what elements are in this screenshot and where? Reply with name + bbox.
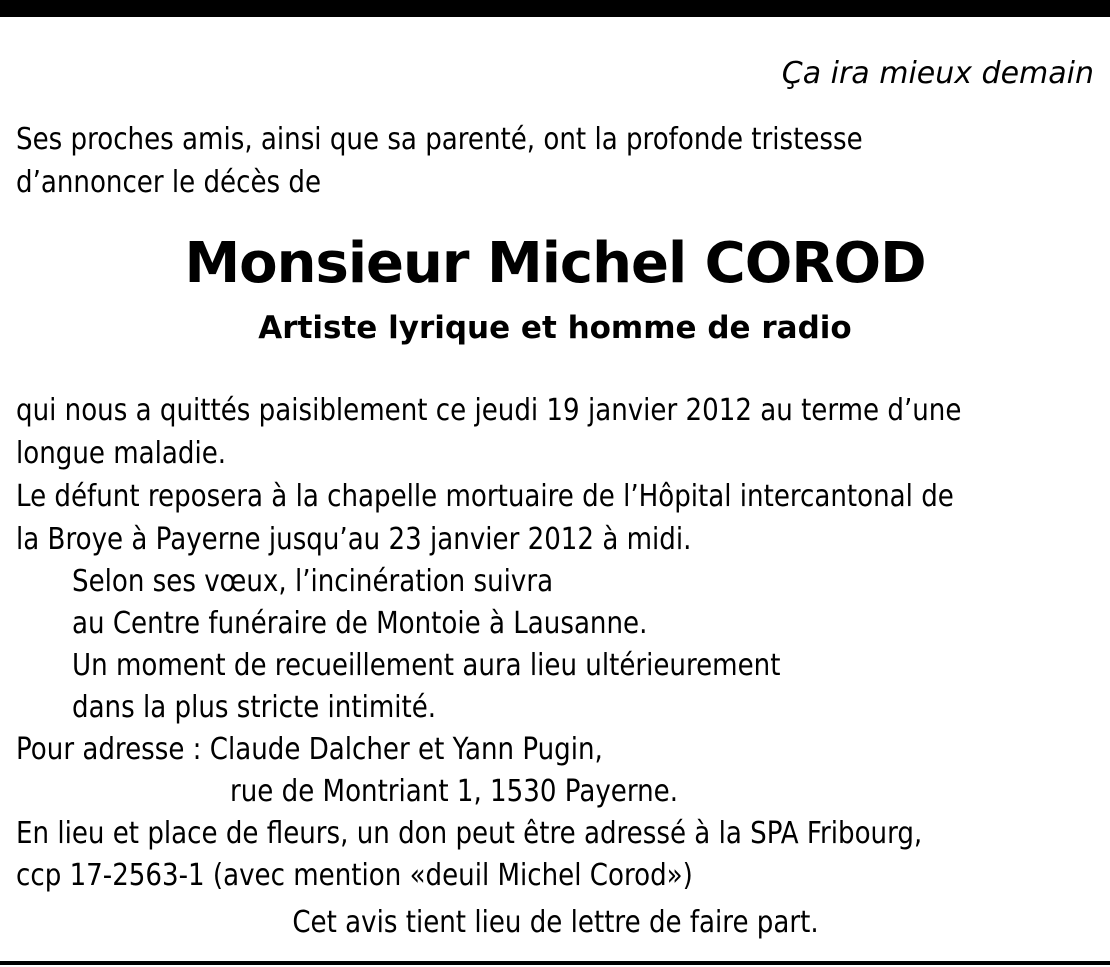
deceased-title: Artiste lyrique et homme de radio: [258, 310, 852, 346]
top-border-rule: [0, 0, 1110, 17]
intro-line-2: d’annoncer le décès de: [16, 165, 322, 200]
intro-line-1: Ses proches amis, ainsi que sa parenté, ont la profonde tristesse: [16, 122, 863, 157]
closing-text: Cet avis tient lieu de lettre de faire part.: [291, 905, 819, 940]
bottom-border-rule: [0, 961, 1110, 965]
donation-line-2: ccp 17-2563-1 (avec mention «deuil Michel Corod»): [16, 858, 693, 893]
body-line-2: longue maladie.: [16, 436, 227, 471]
donation-line-1: En lieu et place de fleurs, un don peut être adressé à la SPA Fribourg,: [16, 816, 923, 851]
deceased-name: Monsieur Michel COROD: [184, 231, 926, 296]
ceremony-line-2: au Centre funéraire de Montoie à Lausanne.: [72, 606, 648, 641]
body-line-4: la Broye à Payerne jusqu’au 23 janvier 2012 à midi.: [16, 522, 692, 557]
ceremony-line-4: dans la plus stricte intimité.: [72, 690, 437, 725]
closing-line: [0, 905, 1110, 940]
body-line-3: Le défunt reposera à la chapelle mortuaire de l’Hôpital intercantonal de: [16, 479, 954, 514]
ceremony-line-1: Selon ses vœux, l’incinération suivra: [72, 564, 554, 599]
address-line-2: rue de Montriant 1, 1530 Payerne.: [230, 774, 679, 809]
address-line-1: Pour adresse : Claude Dalcher et Yann Pugin,: [16, 732, 603, 767]
body-line-1: qui nous a quittés paisiblement ce jeudi 19 janvier 2012 au terme d’une: [16, 393, 962, 428]
motto: Ça ira mieux demain: [781, 56, 1094, 91]
ceremony-line-3: Un moment de recueillement aura lieu ultérieurement: [72, 648, 781, 683]
